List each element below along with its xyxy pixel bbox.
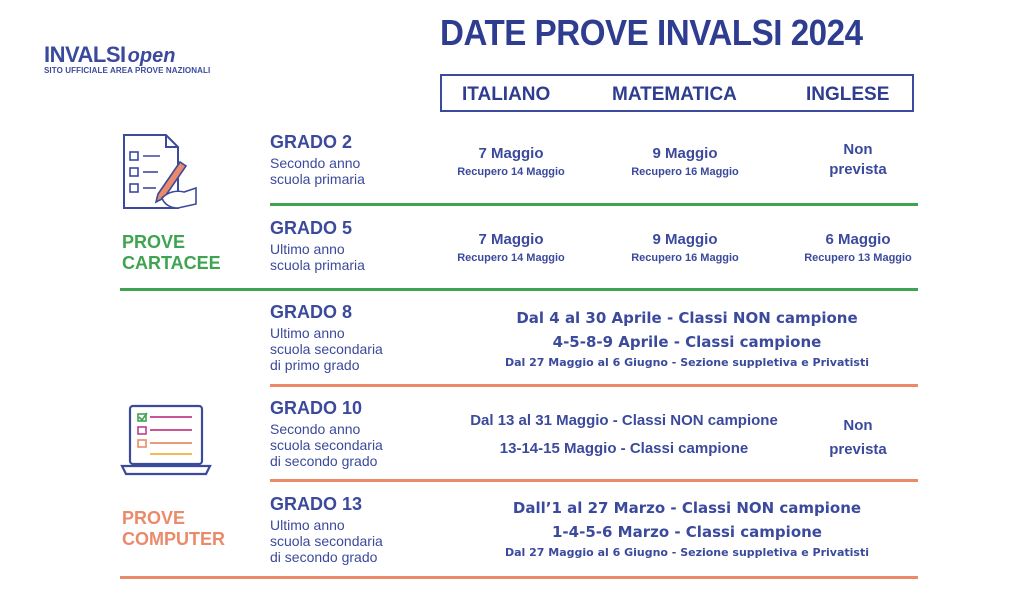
grade-10-inglese: [800, 414, 916, 462]
grade-2-matematica: [612, 144, 758, 180]
subject-inglese: INGLESE: [806, 84, 890, 105]
grade-5-info: [270, 218, 365, 273]
grade-8-line: Dal 27 Maggio al 6 Giugno - Sezione suppletiva e Privatisti: [505, 356, 869, 369]
grade-10-title: GRADO 10: [270, 398, 363, 418]
grade-5-desc: [270, 241, 365, 273]
logo-subtitle: SITO UFFICIALE AREA PROVE NAZIONALI: [44, 66, 211, 75]
grade-10-line: Dal 13 al 31 Maggio - Classi NON campione: [470, 412, 778, 429]
grade-13-dates: [440, 496, 934, 562]
grade-5-title: GRADO 5: [270, 218, 353, 238]
grade-13-desc-line: scuola secondaria: [270, 533, 383, 549]
grade-10-inglese-line: Non: [843, 417, 873, 434]
grade-5-desc-line: scuola primaria: [270, 257, 365, 273]
grade-13-line: Dal 27 Maggio al 6 Giugno - Sezione suppletiva e Privatisti: [505, 546, 869, 559]
grade-8-desc-line: di primo grado: [270, 357, 360, 373]
grade-5-inglese: [788, 230, 928, 266]
grade-2-italiano-recupero: Recupero 14 Maggio: [457, 166, 565, 178]
grade-5-inglese-date: 6 Maggio: [825, 231, 891, 248]
grade-5-italiano-date: 7 Maggio: [478, 231, 544, 248]
grade-8-desc-line: scuola secondaria: [270, 341, 383, 357]
grade-10-dates: [440, 408, 808, 462]
subject-italiano: ITALIANO: [462, 84, 551, 105]
grade-10-line: 13-14-15 Maggio - Classi campione: [499, 440, 749, 457]
logo-open: open: [127, 45, 176, 67]
category-paper-line2: CARTACEE: [122, 253, 221, 273]
grade-10-desc: [270, 421, 383, 469]
grade-2-inglese-line: prevista: [829, 161, 887, 178]
subject-matematica: MATEMATICA: [612, 84, 737, 105]
laptop-test-icon: [120, 402, 212, 483]
grade-13-line: Dall’1 al 27 Marzo - Classi NON campione: [512, 499, 862, 517]
grade-8-info: [270, 302, 383, 373]
grade-13-desc-line: di secondo grado: [270, 549, 378, 565]
grade-13-desc: [270, 517, 383, 565]
grade-10-inglese-line: prevista: [829, 441, 887, 458]
grade-2-matematica-recupero: Recupero 16 Maggio: [631, 166, 739, 178]
grade-8-title: GRADO 8: [270, 302, 353, 322]
grade-5-matematica-recupero: Recupero 16 Maggio: [631, 252, 739, 264]
grade-8-dates: [440, 306, 934, 372]
logo-name: INVALSI: [44, 42, 126, 67]
grade-2-desc-line: Secondo anno: [270, 155, 361, 171]
grade-2-desc: [270, 155, 365, 187]
grade-10-desc-line: di secondo grado: [270, 453, 378, 469]
divider: [270, 479, 918, 482]
category-paper: [122, 232, 221, 274]
grade-2-italiano: [440, 144, 582, 180]
grade-5-italiano-recupero: Recupero 14 Maggio: [457, 252, 565, 264]
grade-5-matematica-date: 9 Maggio: [652, 231, 718, 248]
grade-8-desc: [270, 325, 383, 373]
grade-5-desc-line: Ultimo anno: [270, 241, 345, 257]
category-paper-line1: PROVE: [122, 232, 186, 252]
grade-5-inglese-recupero: Recupero 13 Maggio: [804, 252, 912, 264]
page-title: DATE PROVE INVALSI 2024: [440, 12, 863, 53]
grade-10-desc-line: Secondo anno: [270, 421, 361, 437]
grade-5-matematica: [612, 230, 758, 266]
grade-13-title: GRADO 13: [270, 494, 363, 514]
grade-13-desc-line: Ultimo anno: [270, 517, 345, 533]
grade-13-info: [270, 494, 383, 565]
divider: [270, 203, 918, 206]
category-computer-line1: PROVE: [122, 508, 186, 528]
grade-8-line: 4-5-8-9 Aprile - Classi campione: [552, 333, 822, 351]
grade-5-italiano: [440, 230, 582, 266]
divider: [270, 384, 918, 387]
grade-10-desc-line: scuola secondaria: [270, 437, 383, 453]
divider: [120, 576, 918, 579]
grade-13-line: 1-4-5-6 Marzo - Classi campione: [552, 523, 822, 541]
grade-2-italiano-date: 7 Maggio: [478, 145, 544, 162]
grade-2-desc-line: scuola primaria: [270, 171, 365, 187]
grade-8-desc-line: Ultimo anno: [270, 325, 345, 341]
grade-2-matematica-date: 9 Maggio: [652, 145, 718, 162]
category-computer-line2: COMPUTER: [122, 529, 225, 549]
grade-2-title: GRADO 2: [270, 132, 353, 152]
divider: [120, 288, 918, 291]
invalsi-open-logo[interactable]: [44, 42, 210, 75]
grade-2-info: [270, 132, 365, 187]
category-computer: [122, 508, 225, 550]
grade-2-inglese-line: Non: [843, 141, 873, 158]
grade-8-line: Dal 4 al 30 Aprile - Classi NON campione: [516, 309, 858, 327]
grade-10-info: [270, 398, 383, 469]
grade-2-inglese: [800, 140, 916, 180]
paper-test-icon: [118, 132, 202, 217]
